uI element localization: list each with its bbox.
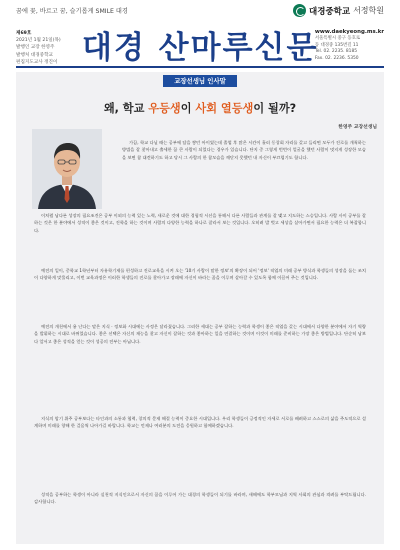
paragraph-text: 이처럼 남다른 성장의 필요조건은 공부 이외의 능력 있는 노력, 새로운 것에 대한 경험적 시선을 통해서 다른 사람들과 관계를 잘 맺고 지도하는 스승입니다. 사람 사이 공부를 잘하는 것은 한 분야에서 성적이 좋은 것이고, 진학을 하는 것이며 사람의 다양한 능력을 하나로 잘라서 보는 것입니다. 오히려 발 벗고 세상을 살아가면서 필요한 능력은 더 복잡합니다.: [34, 214, 366, 234]
issue-info: [16, 30, 61, 66]
principal-photo: [32, 129, 102, 209]
school-logo[interactable]: [293, 4, 384, 17]
headline-highlight: 우등생: [148, 102, 181, 115]
article-paragraph: [122, 140, 366, 162]
paragraph-text: 성적을 공부하는 학생이 아니라 실천적 지식인으로서 자신의 꿈을 이루어 가는 대경의 학생들이 되기를 바라며, 새해에도 학부모님과 지역 사회의 관심과 격려를 부탁드립니다. 감사합니다.: [34, 493, 366, 506]
paragraph-text: 지식의 암기 위주 공부보다는 타인과의 소통과 협력, 창의적 문제 해결 능력이 중요한 시대입니다. 우리 학생들이 긍정적인 자세로 서로를 배려하고 스스로의 삶을 주도적으로 설계하며 미래를 향해 한 걸음씩 나아가길 바랍니다. 학교는 언제나 여러분의 도전을 응원하고 함께하겠습니다.: [34, 417, 366, 430]
headline-part: 왜, 학교: [103, 102, 149, 115]
article-paragraph: [34, 492, 366, 507]
paragraph-text: 가끔, 학교 다닐 때는 공부에 담을 쌓던 아이였는데 졸업 후 많은 시간이 흘러 동창회 자리를 갖고 들리면 모두가 진로를 개척하는 방법을 잘 찾아내고 출세한 꿈 큰 사람이 되었다는 경우가 있습니다. 단지 중 그렇게 번번이 얼굴을 했던 사람이 멋지게 성장한 모습을 보면 참 대견하기도 하고 당시 그 사람의 한 참모습을 깨닫지 못했던 내 자신이 부끄럽기도 합니다.: [122, 141, 366, 161]
article-headline: [16, 100, 384, 116]
telephone: Tel. 02. 2235. 8185: [314, 49, 358, 55]
fax: Fax. 02. 2236. 5350: [314, 56, 359, 62]
article-paragraph: [34, 213, 366, 235]
principal-portrait-icon: [32, 129, 102, 209]
school-slogan: 꿈에 꽃, 바르고 꿈, 슬기롭게 SMILE 대경: [16, 8, 128, 15]
headline-highlight: 사회 열등생: [195, 102, 254, 115]
publishing-office: 발행처 대경중학교: [16, 52, 53, 58]
article-paragraph: [34, 416, 366, 431]
article-paragraph: [34, 268, 366, 283]
article-paragraph: [34, 324, 366, 346]
headline-part: 이 될까?: [253, 102, 297, 115]
masthead-divider: [16, 66, 384, 68]
paragraph-text: 예전의 개천에서 용 난다는 말은 지식 · 정보화 시대에는 사정은 달라졌습니다. 그러한 세대는 공부 잘하는 능력과 학생이 좋은 직업을 갖는 시대에서 다양한 분야에서 자기 역량을 발휘하는 시대로 바뀌었습니다. 좋은 선택은 자신의 재능을 찾고 자신이 잘하는 것과 좋아하는 일을 연결하는 것이며 이것이 미래를 준비하는 가장 좋은 방법입니다. 단순히 남보다 앞서고 좋은 성적을 얻는 것이 성공의 전부는 아닙니다.: [34, 325, 366, 345]
issue-date: 2021년 1월 21일(목): [16, 38, 61, 44]
editor-teacher: 편집지도교사 정진이: [16, 59, 58, 65]
school-name: 대경중학교: [309, 6, 351, 17]
school-emblem-icon: [293, 4, 306, 17]
principal-message-article: [16, 72, 384, 544]
top-bar: [0, 0, 400, 22]
paragraph-text: 예전의 일이, 중학교 1학년부터 자유학기제를 편성하고 진로교육을 시켜 오는 '10기 사람이 말한 정보'의 확장이 되어 '정보' 직업의 미래 공부 방식과 학생들의 성장을 돕는 조치이 다양하게 맞물리고, 이번 교육과정은 이러한 학생들의 진로를 찾아가고 장래에 자신이 바라는 꿈을 이루며 살아갈 수 있도록 함께 이끌어 주는 것입니다.: [34, 269, 366, 282]
publisher: 발행인 교장 한영주: [16, 45, 55, 51]
address-line-2: 동 대경중 135번길 11: [314, 42, 359, 48]
newspaper-title: 대경 산마루신문: [82, 30, 319, 66]
headline-part: 이: [180, 102, 196, 115]
article-byline: 한영주 교장선생님: [338, 125, 377, 130]
website-url[interactable]: www.daekyeong.ms.kr: [314, 29, 384, 35]
section-tag: 교장선생님 인사말: [163, 75, 237, 87]
issue-number: 제69호: [16, 31, 32, 36]
foundation-name: 서정학원: [353, 6, 384, 15]
address-line-1: 서울특별시 중구 동호로: [314, 35, 361, 41]
contact-info: [315, 29, 384, 63]
